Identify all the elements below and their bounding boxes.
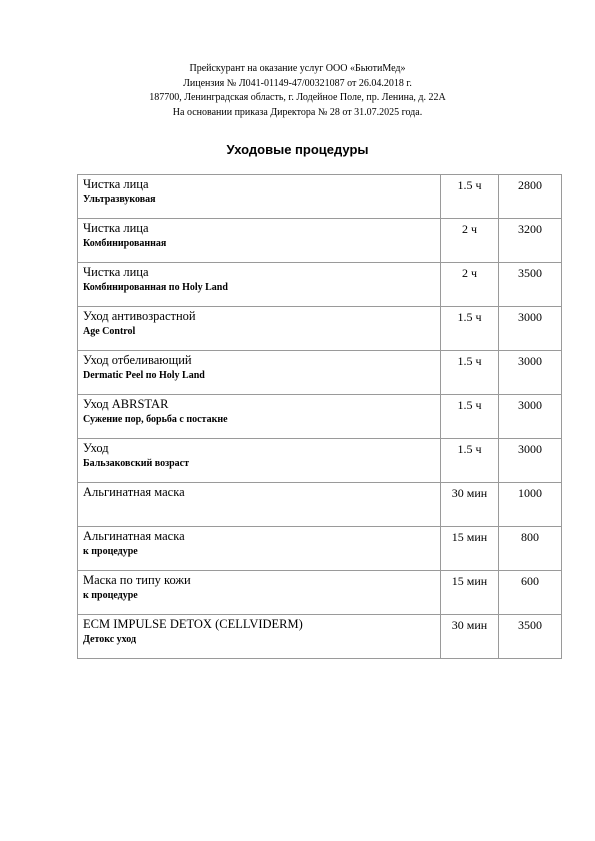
service-subtitle: Dermatic Peel по Holy Land [83, 370, 205, 381]
service-name: Уход антивозрастной [83, 309, 196, 323]
service-name: Чистка лица [83, 177, 149, 191]
table-row [78, 395, 562, 439]
service-name: Альгинатная маска [83, 485, 185, 499]
service-duration: 15 мин [441, 571, 499, 615]
service-price: 3000 [499, 307, 562, 351]
service-duration: 15 мин [441, 527, 499, 571]
header-line-license: Лицензия № Л041-01149-47/00321087 от 26.04.2018 г. [183, 77, 412, 89]
service-duration: 30 мин [441, 615, 499, 659]
service-subtitle: Бальзаковский возраст [83, 458, 190, 469]
service-cell [78, 351, 441, 395]
service-price: 3000 [499, 351, 562, 395]
table-row [78, 571, 562, 615]
table-row [78, 615, 562, 659]
service-subtitle: Комбинированная по Holy Land [83, 282, 228, 293]
service-price: 3000 [499, 395, 562, 439]
header-line-address: 187700, Ленинградская область, г. Лодейное Поле, пр. Ленина, д. 22А [149, 92, 446, 103]
service-name: Уход отбеливающий [83, 353, 192, 367]
service-cell [78, 175, 441, 219]
service-price: 3200 [499, 219, 562, 263]
service-subtitle: Ультразвуковая [83, 194, 156, 205]
service-duration: 1.5 ч [441, 351, 499, 395]
service-price: 3000 [499, 439, 562, 483]
service-cell [78, 571, 441, 615]
service-price: 3500 [499, 615, 562, 659]
service-duration: 30 мин [441, 483, 499, 527]
service-subtitle: Age Control [83, 326, 136, 337]
service-duration: 2 ч [441, 219, 499, 263]
service-name: Маска по типу кожи [83, 573, 191, 587]
service-cell [78, 615, 441, 659]
table-row [78, 175, 562, 219]
service-cell [78, 527, 441, 571]
service-cell [78, 307, 441, 351]
document-header [0, 62, 595, 120]
service-price: 800 [499, 527, 562, 571]
service-duration: 1.5 ч [441, 439, 499, 483]
price-table [77, 174, 562, 659]
service-name: Уход [83, 441, 109, 455]
service-cell [78, 439, 441, 483]
section-title: Уходовые процедуры [226, 142, 369, 157]
service-subtitle: Сужение пор, борьба с постакне [83, 414, 228, 425]
price-table-body [78, 175, 562, 659]
service-subtitle: к процедуре [83, 590, 138, 601]
service-cell [78, 483, 441, 527]
service-subtitle: Детокс уход [83, 634, 137, 645]
table-row [78, 439, 562, 483]
table-row [78, 351, 562, 395]
header-line-company: Прейскурант на оказание услуг ООО «БьютиМед» [189, 63, 406, 74]
service-duration: 1.5 ч [441, 395, 499, 439]
service-cell [78, 395, 441, 439]
service-price: 600 [499, 571, 562, 615]
service-name: Уход ABRSTAR [83, 397, 169, 411]
table-row [78, 527, 562, 571]
service-price: 3500 [499, 263, 562, 307]
service-duration: 1.5 ч [441, 307, 499, 351]
table-row [78, 219, 562, 263]
service-price: 1000 [499, 483, 562, 527]
table-row [78, 307, 562, 351]
service-price: 2800 [499, 175, 562, 219]
header-line-order: На основании приказа Директора № 28 от 31.07.2025 года. [172, 106, 423, 118]
service-cell [78, 219, 441, 263]
service-name: Чистка лица [83, 265, 149, 279]
service-name: Чистка лица [83, 221, 149, 235]
table-row [78, 263, 562, 307]
service-subtitle: к процедуре [83, 546, 138, 557]
service-name: ECM IMPULSE DETOX (CELLVIDERM) [83, 617, 303, 631]
service-cell [78, 263, 441, 307]
service-subtitle: Комбинированная [83, 238, 167, 249]
service-duration: 2 ч [441, 263, 499, 307]
table-row [78, 483, 562, 527]
service-duration: 1.5 ч [441, 175, 499, 219]
service-name: Альгинатная маска [83, 529, 185, 543]
